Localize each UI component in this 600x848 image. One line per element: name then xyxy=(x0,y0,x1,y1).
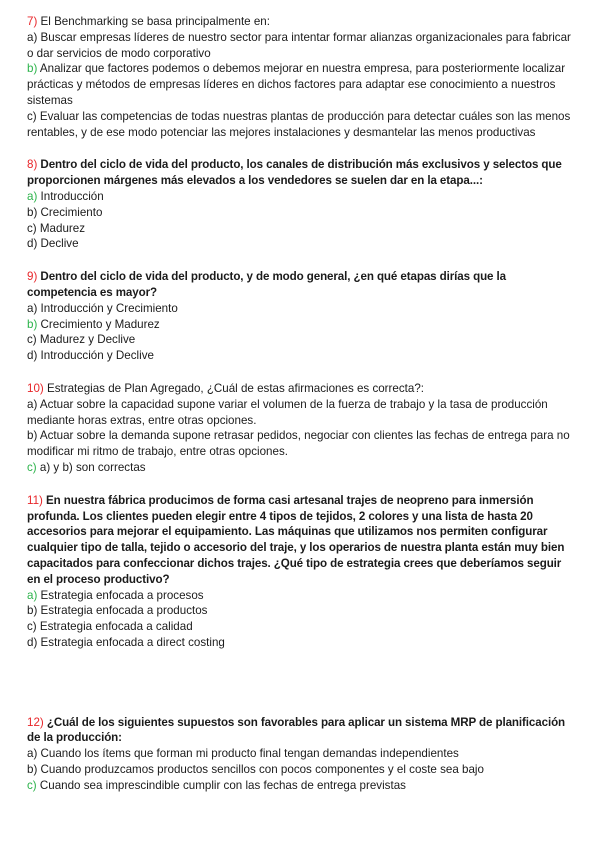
option-text: Crecimiento y Madurez xyxy=(37,317,160,331)
question-text: Dentro del ciclo de vida del producto, y de modo general, ¿en qué etapas dirías que la competencia es mayor? xyxy=(27,270,506,299)
question-number: 8) xyxy=(27,158,38,172)
option-letter: d) xyxy=(27,635,38,649)
question-number: 10) xyxy=(27,381,44,395)
answer-option-b-correct xyxy=(27,61,575,108)
answer-option-c-correct xyxy=(27,778,575,794)
question-text: Estrategias de Plan Agregado, ¿Cuál de estas afirmaciones es correcta?: xyxy=(43,381,424,395)
option-letter: c) xyxy=(27,109,37,123)
answer-option-d xyxy=(27,236,575,252)
question-stem xyxy=(27,157,575,189)
question-stem xyxy=(27,381,575,397)
question-text: En nuestra fábrica producimos de forma casi artesanal trajes de neopreno para inmersión profunda. Los clientes pueden elegir entre 4 tipos de tejidos, 2 colores y una lista de hasta 20 accesorios para mejorar el equipamiento. Las máquinas que utilizamos nos permiten configurar cualquier tipo de talla, tejido o accesorio del traje, y los operarios de nuestra planta están muy bien capacitados para confeccionar dichos trajes. ¿Qué tipo de estrategia crees que deberíamos seguir en el proceso productivo? xyxy=(27,493,565,586)
option-text: a) y b) son correctas xyxy=(36,460,146,474)
option-letter: c) xyxy=(27,460,37,474)
option-letter: b) xyxy=(27,763,38,777)
option-text: Estrategia enfocada a calidad xyxy=(36,620,193,634)
option-letter: b) xyxy=(27,604,38,618)
answer-option-b-correct xyxy=(27,317,575,333)
answer-option-b xyxy=(27,762,575,778)
option-text: Declive xyxy=(37,237,79,251)
answer-option-b xyxy=(27,603,575,619)
answer-option-c-correct xyxy=(27,460,575,476)
question-number: 11) xyxy=(27,493,43,507)
option-text: Estrategia enfocada a productos xyxy=(37,604,208,618)
answer-option-c xyxy=(27,332,575,348)
option-letter: b) xyxy=(27,429,38,443)
option-text: Estrategia enfocada a procesos xyxy=(37,588,204,602)
option-text: Madurez y Declive xyxy=(36,333,136,347)
question-11 xyxy=(27,493,575,651)
option-letter: a) xyxy=(27,397,38,411)
option-text: Madurez xyxy=(36,221,85,235)
question-text: El Benchmarking se basa principalmente en: xyxy=(37,15,270,28)
answer-option-a xyxy=(27,301,575,317)
question-stem xyxy=(27,14,575,30)
option-letter: a) xyxy=(27,747,38,761)
answer-option-b xyxy=(27,205,575,221)
question-8 xyxy=(27,157,575,252)
answer-option-a-correct xyxy=(27,588,575,604)
answer-option-b xyxy=(27,428,575,460)
answer-option-a xyxy=(27,397,575,429)
answer-option-a-correct xyxy=(27,189,575,205)
option-letter: d) xyxy=(27,349,38,363)
option-letter: c) xyxy=(27,620,37,634)
question-7 xyxy=(27,14,575,140)
option-text: Estrategia enfocada a direct costing xyxy=(37,635,225,649)
option-letter: b) xyxy=(27,317,38,331)
answer-option-d xyxy=(27,348,575,364)
option-letter: b) xyxy=(27,205,38,219)
option-letter: c) xyxy=(27,778,37,792)
answer-option-d xyxy=(27,635,575,651)
question-stem xyxy=(27,269,575,301)
option-letter: d) xyxy=(27,237,38,251)
question-stem xyxy=(27,715,575,747)
option-text: Introducción xyxy=(37,189,104,203)
answer-option-c xyxy=(27,619,575,635)
quiz-page xyxy=(27,14,575,794)
question-10 xyxy=(27,381,575,476)
option-letter: a) xyxy=(27,301,38,315)
answer-option-a xyxy=(27,746,575,762)
option-text: Evaluar las competencias de todas nuestras plantas de producción para detectar cuáles son las menos rentables, y de ese modo potenciar las mejores instalaciones y desmantelar las menos productivas xyxy=(27,109,571,139)
option-text: Analizar que factores podemos o debemos mejorar en nuestra empresa, para posteriormente localizar prácticas y métodos de empresas líderes en dichos factores para adaptar ese conocimiento a nuestros sistemas xyxy=(27,62,566,107)
option-letter: c) xyxy=(27,221,37,235)
question-number: 7) xyxy=(27,15,38,28)
option-text: Cuando los ítems que forman mi producto final tengan demandas independientes xyxy=(37,747,459,761)
option-text: Introducción y Crecimiento xyxy=(37,301,178,315)
option-text: Cuando produzcamos productos sencillos con pocos componentes y el coste sea bajo xyxy=(37,763,484,777)
option-letter: b) xyxy=(27,62,38,76)
question-number: 12) xyxy=(27,715,44,729)
question-stem xyxy=(27,493,575,588)
answer-option-a xyxy=(27,30,575,62)
option-letter: c) xyxy=(27,333,37,347)
answer-option-c xyxy=(27,109,575,141)
question-12 xyxy=(27,715,575,794)
option-text: Buscar empresas líderes de nuestro sector para intentar formar alianzas organizacionales para fabricar o dar servicios de modo corporativo xyxy=(27,30,571,60)
option-text: Actuar sobre la capacidad supone variar el volumen de la fuerza de trabajo y la tasa de producción mediante horas extras, entre otras opciones. xyxy=(27,397,548,427)
option-letter: a) xyxy=(27,588,38,602)
option-text: Cuando sea imprescindible cumplir con las fechas de entrega previstas xyxy=(36,778,406,792)
option-letter: a) xyxy=(27,189,38,203)
question-text: ¿Cuál de los siguientes supuestos son favorables para aplicar un sistema MRP de planificación de la producción: xyxy=(27,715,566,745)
option-letter: a) xyxy=(27,30,38,44)
option-text: Introducción y Declive xyxy=(37,349,154,363)
question-text: Dentro del ciclo de vida del producto, los canales de distribución más exclusivos y selectos que proporcionen márgenes más elevados a los vendedores se suelen dar en la etapa...: xyxy=(27,158,562,188)
question-number: 9) xyxy=(27,270,38,284)
option-text: Actuar sobre la demanda supone retrasar pedidos, negociar con clientes las fechas de entrega para no modificar mi ritmo de trabajo, entre otras opciones. xyxy=(27,429,570,459)
option-text: Crecimiento xyxy=(37,205,103,219)
question-9 xyxy=(27,269,575,364)
answer-option-c xyxy=(27,221,575,237)
